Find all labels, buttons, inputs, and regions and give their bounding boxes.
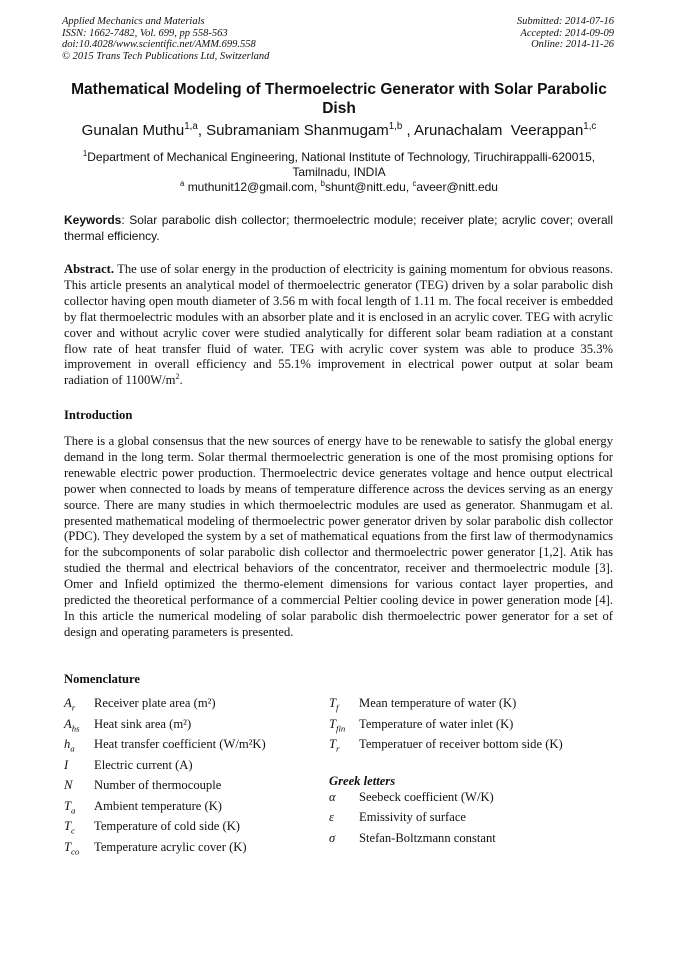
journal-name: Applied Mechanics and Materials: [62, 16, 205, 27]
affil-line: Tamilnadu, INDIA: [292, 165, 386, 179]
keywords: [64, 212, 613, 244]
description: Temperatuer of receiver bottom side (K): [359, 737, 563, 752]
nomenclature-row: [64, 695, 266, 716]
description: Emissivity of surface: [359, 810, 467, 825]
symbol: $A_r$: [64, 696, 76, 713]
nomenclature-row: [329, 716, 563, 737]
copyright: © 2015 Trans Tech Publications Ltd, Switzerland: [62, 50, 270, 62]
abstract-sup: 2: [175, 372, 180, 382]
dates: [517, 16, 614, 51]
affil-sup: 1: [82, 149, 88, 158]
abstract: [64, 262, 613, 389]
paper-title: Mathematical Modeling of Thermoelectric Generator with Solar Parabolic Dish: [71, 81, 607, 117]
description: Stefan-Boltzmann constant: [359, 830, 496, 845]
nomenclature-row: [329, 830, 563, 851]
nomenclature-row: [64, 736, 266, 757]
email-sup: c: [412, 179, 417, 188]
nomenclature-row: [329, 736, 563, 757]
email-sup: b: [320, 179, 325, 188]
nomenclature-row: [64, 757, 266, 778]
nomenclature-row: [64, 777, 266, 798]
symbol: I: [64, 757, 69, 772]
description: Ambient temperature (K): [94, 798, 222, 813]
symbol: $T_{co}$: [64, 839, 80, 857]
nomenclature-row: [329, 695, 563, 716]
symbol: $T_{fin}$: [329, 716, 346, 734]
authors: Gunalan Muthu$^{1,a}$, Subramaniam Shanmugam$^{1,b}$ , Arunachalam Veerappan$^{1,c}$: [81, 121, 597, 139]
description: Temperature of cold side (K): [94, 819, 240, 834]
nomenclature-row: [64, 798, 266, 819]
description: Number of thermocouple: [94, 778, 222, 793]
email-link[interactable]: aveer@nitt.edu: [416, 180, 498, 194]
symbol: N: [64, 778, 73, 793]
abstract-label: Abstract.: [64, 262, 115, 276]
keywords-label: Keywords: [64, 213, 122, 227]
symbol: $T_r$: [329, 737, 340, 754]
symbol: $T_f$: [329, 696, 339, 713]
nomenclature-left: [64, 695, 266, 859]
online-date: Online: 2014-11-26: [531, 39, 614, 50]
introduction-text: There is a global consensus that the new sources of energy have to be renewable to satisfy the global energy demand in the long term. Solar thermal thermoelectric generation is one of the most promising options for renewable electric power production. Thermoelectric device generates voltage and hence output electrical power when connected to loads by means of temperature difference across the devices serving as an energy source. There are many studies in which thermoelectric modules are used as generator. Shanmugam et al. presented mathematical modeling of thermoelectric power generator driven by solar parabolic dish collector (PDC). They developed the system by a set of mathematical equations from the first law of thermodynamics for the subcomponents of solar parabolic dish collector and thermoelectric power generator [1,2]. Atik has studied the thermal and electrical behaviors of the concentrator, receiver and thermoelectric module [3]. Omer and Infield optimized the thermo-element dimensions for various contact layer properties, and predicted the theoretical performance of a commercial Peltier cooling device in power generation mode [4]. In this article the numerical modeling of solar parabolic dish thermoelectric power generator for a set of design and operating parameters is presented.: [64, 434, 613, 639]
email-link[interactable]: muthunit12@gmail.com: [187, 180, 314, 194]
nomenclature-row: [329, 789, 563, 810]
nomenclature-row: [64, 716, 266, 737]
symbol: α: [329, 789, 336, 804]
greek-letters-heading: Greek letters: [329, 773, 396, 788]
description: Seebeck coefficient (W/K): [359, 789, 494, 804]
email-link[interactable]: shunt@nitt.edu: [324, 180, 406, 194]
email-sup: a: [180, 179, 185, 188]
symbol: $T_c$: [64, 819, 75, 836]
description: Temperature acrylic cover (K): [94, 839, 247, 854]
description: Mean temperature of water (K): [359, 696, 517, 710]
abstract-text: The use of solar energy in the production of electricity is gaining momentum for obvious reasons. This article presents an analytical model of thermoelectric generator (TEG) driven by a solar parabolic dish collector having open mouth diameter of 3.56 m with focal length of 1.11 m. The focal receiver is embedded by flat thermoelectric modules with an absorber plate and it is enclosed in an acrylic cover. TEG with acrylic cover and without acrylic cover were studied analytically for different solar beam radiation at a constant flow rate of heat transfer fluid of water. TEG with acrylic cover system was able to produce 35.3% improvement in overall efficiency and 55.1% improvement in electrical power output at solar beam radiation of 1100W/m: [64, 262, 613, 388]
submitted-date: Submitted: 2014-07-16: [516, 16, 614, 27]
author: Arunachalam Veerappan: [414, 122, 584, 139]
author-sup: 1,b: [388, 121, 403, 132]
symbol: ε: [329, 810, 334, 825]
author-sup: 1,c: [583, 121, 597, 132]
emails: $^a$ muthunit12@gmail.com, $^b$shunt@nitt.edu, $^c$aveer@nitt.edu: [180, 179, 498, 194]
symbol: $A_{hs}$: [64, 716, 80, 734]
nomenclature-row: [329, 809, 563, 830]
abstract-end: .: [179, 373, 183, 388]
description: Receiver plate area (m²): [94, 696, 216, 710]
symbol: σ: [329, 830, 336, 845]
description: Heat sink area (m²): [94, 716, 192, 731]
description: Heat transfer coefficient (W/m²K): [94, 737, 266, 752]
nomenclature-heading: Nomenclature: [64, 672, 141, 686]
accepted-date: Accepted: 2014-09-09: [520, 27, 614, 39]
author: Gunalan Muthu: [81, 122, 185, 139]
symbol: $T_a$: [64, 798, 76, 816]
nomenclature-row: [64, 839, 266, 860]
doi: doi:10.4028/www.scientific.net/AMM.699.558: [62, 39, 256, 50]
nomenclature-right: [329, 695, 563, 850]
introduction-heading: Introduction: [64, 408, 133, 422]
author: Subramaniam Shanmugam: [206, 122, 389, 139]
keywords-text: : Solar parabolic dish collector; thermoelectric module; receiver plate; acrylic cover; overall thermal efficiency.: [64, 213, 613, 243]
author-sup: 1,a: [184, 121, 198, 132]
affiliation: [40, 150, 638, 195]
affil-line: Department of Mechanical Engineering, National Institute of Technology, Tiruchirappalli-620015,: [87, 150, 596, 164]
symbol: $h_a$: [64, 737, 75, 754]
nomenclature-row: [64, 818, 266, 839]
description: Temperature of water inlet (K): [359, 716, 514, 731]
journal-info: [62, 16, 269, 62]
description: Electric current (A): [94, 757, 193, 772]
issn: ISSN: 1662-7482, Vol. 699, pp 558-563: [62, 27, 228, 39]
